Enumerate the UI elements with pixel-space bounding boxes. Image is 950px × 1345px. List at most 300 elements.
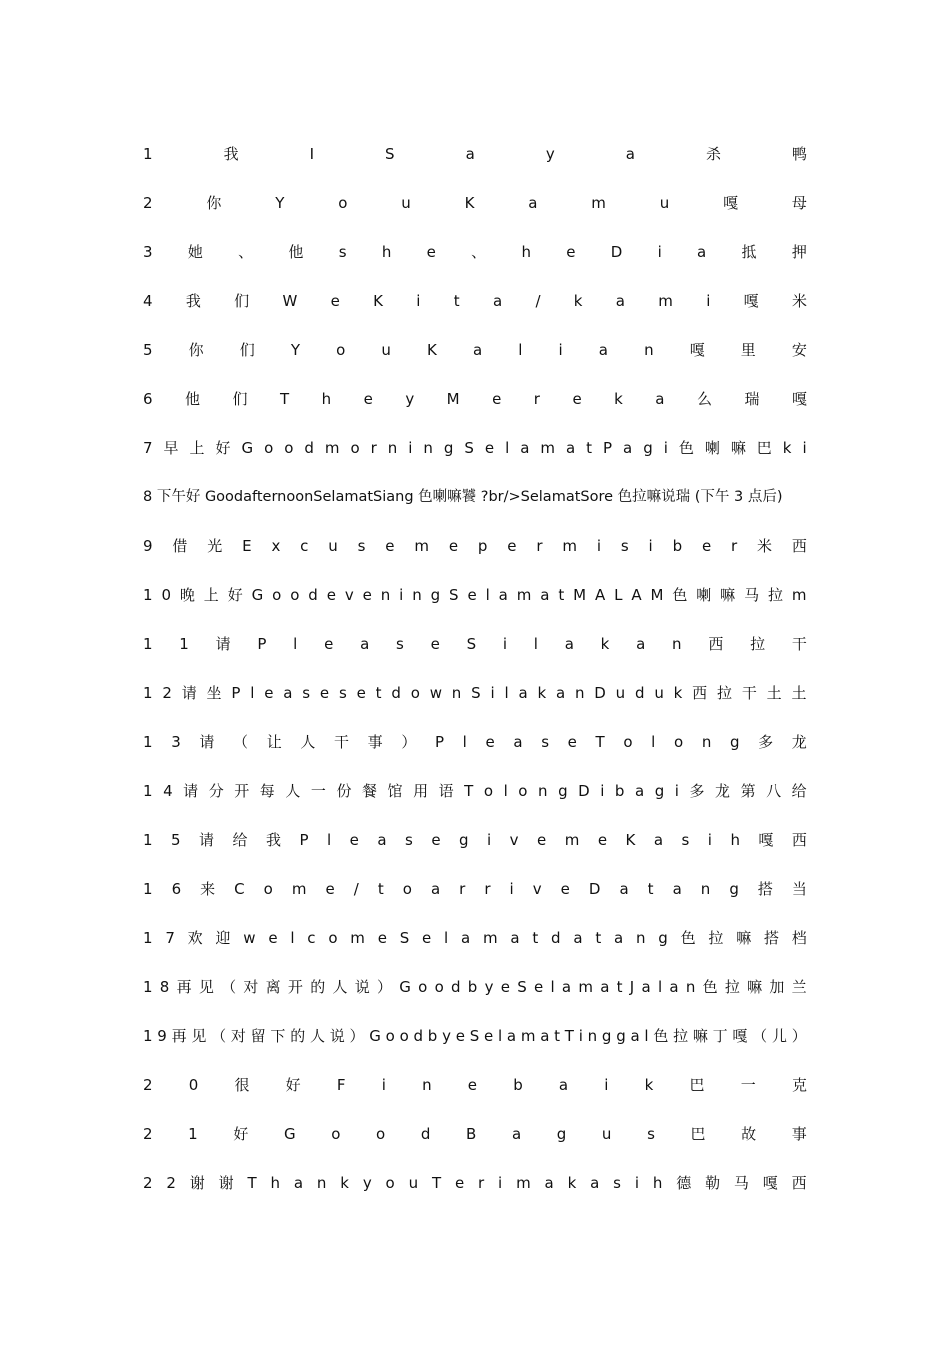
- phrase-token: 米: [791, 292, 807, 310]
- phrase-token: 米: [757, 537, 773, 555]
- phrase-token: e: [507, 537, 517, 555]
- phrase-token: t: [558, 586, 565, 604]
- phrase-token: y: [442, 1027, 451, 1045]
- phrase-token: 5: [171, 831, 181, 849]
- phrase-token: 安: [791, 341, 807, 359]
- phrase-token: e: [572, 390, 582, 408]
- phrase-token: a: [465, 145, 475, 163]
- phrase-token: d: [451, 978, 461, 996]
- phrase-token: 你: [188, 341, 204, 359]
- phrase-token: 坐: [206, 684, 222, 702]
- phrase-token: t: [616, 978, 623, 996]
- phrase-token: 谢: [218, 1174, 234, 1192]
- phrase-token: 说: [329, 1027, 345, 1045]
- phrase-token: m: [516, 1174, 531, 1192]
- phrase-token: d: [635, 684, 645, 702]
- phrase-token: r: [484, 880, 491, 898]
- phrase-token: i: [802, 439, 807, 457]
- phrase-token: e: [326, 586, 336, 604]
- phrase-token: m: [791, 586, 807, 604]
- phrase-token: i: [600, 782, 605, 800]
- phrase-token: e: [268, 929, 278, 947]
- phrase-token: 故: [741, 1125, 757, 1143]
- phrase-token: M: [446, 390, 460, 408]
- phrase-token: P: [434, 733, 445, 751]
- phrase-token: G: [251, 586, 264, 604]
- phrase-token: i: [558, 341, 563, 359]
- phrase-token: M: [650, 586, 664, 604]
- phrase-token: o: [410, 684, 420, 702]
- phrase-token: T: [564, 1027, 574, 1045]
- phrase-token: 马: [744, 586, 760, 604]
- phrase-token: c: [307, 929, 316, 947]
- phrase-token: 搭: [763, 929, 779, 947]
- phrase-token: 巴: [689, 1076, 705, 1094]
- phrase-token: 巴: [756, 439, 772, 457]
- phrase-token: a: [653, 831, 664, 849]
- phrase-token: 杀: [705, 145, 721, 163]
- phrase-token: T: [595, 733, 605, 751]
- phrase-token: e: [319, 684, 330, 702]
- phrase-token: 巴: [690, 1125, 706, 1143]
- phrase-token: 色: [702, 978, 718, 996]
- phrase-token: o: [264, 439, 274, 457]
- phrase-token: i: [634, 1174, 639, 1192]
- phrase-token: W: [282, 292, 298, 310]
- phrase-token: e: [455, 1027, 465, 1045]
- phrase-token: 说: [354, 978, 370, 996]
- phrase-token: o: [336, 341, 346, 359]
- phrase-token: n: [387, 439, 398, 457]
- phrase-token: 4: [163, 782, 173, 800]
- phrase-token: r: [370, 439, 377, 457]
- phrase-token: e: [492, 390, 502, 408]
- phrase-token: 西: [791, 1174, 807, 1192]
- phrase-token: m: [591, 194, 606, 212]
- phrase-line: [143, 339, 807, 388]
- phrase-token: a: [498, 586, 508, 604]
- phrase-token: n: [423, 439, 433, 457]
- phrase-list: [143, 143, 807, 1221]
- phrase-token: o: [284, 439, 294, 457]
- phrase-token: o: [376, 1125, 386, 1143]
- phrase-token: s: [681, 831, 690, 849]
- phrase-token: e: [454, 1174, 465, 1192]
- phrase-token: l: [290, 929, 295, 947]
- phrase-token: e: [363, 390, 373, 408]
- phrase-token: a: [623, 439, 633, 457]
- phrase-token: a: [518, 684, 528, 702]
- phrase-line: [143, 682, 807, 731]
- phrase-token: e: [597, 831, 608, 849]
- phrase-token: t: [377, 880, 384, 898]
- phrase-token: 儿: [771, 1027, 787, 1045]
- phrase-token: e: [467, 586, 477, 604]
- phrase-token: h: [730, 831, 740, 849]
- phrase-token: 拉: [724, 978, 740, 996]
- phrase-token: /: [535, 292, 541, 310]
- phrase-token: l: [644, 1027, 649, 1045]
- phrase-token: l: [485, 586, 490, 604]
- phrase-token: g: [459, 831, 469, 849]
- phrase-token: e: [356, 684, 366, 702]
- phrase-token: e: [325, 880, 335, 898]
- phrase-token: c: [300, 537, 309, 555]
- phrase-token: i: [381, 1076, 386, 1094]
- phrase-token: 色: [678, 439, 694, 457]
- phrase-token: 0: [161, 586, 171, 604]
- phrase-token: P: [299, 831, 309, 849]
- phrase-token: T: [247, 1174, 257, 1192]
- phrase-token: 押: [791, 243, 807, 261]
- phrase-token: 4: [143, 292, 153, 310]
- phrase-token: t: [595, 929, 602, 947]
- phrase-token: 请: [183, 782, 199, 800]
- phrase-token: i: [706, 292, 711, 310]
- phrase-token: A: [631, 586, 642, 604]
- phrase-token: h: [521, 243, 531, 261]
- phrase-token: 龙: [715, 782, 731, 800]
- phrase-token: o: [518, 782, 528, 800]
- phrase-token: 见: [198, 978, 214, 996]
- phrase-token: 当: [791, 880, 807, 898]
- phrase-token: l: [293, 635, 298, 653]
- phrase-token: n: [644, 341, 654, 359]
- phrase-token: s: [396, 635, 404, 653]
- phrase-token: 瑞: [744, 390, 760, 408]
- phrase-token: e: [426, 243, 436, 261]
- phrase-token: 加: [769, 978, 785, 996]
- phrase-token: P: [257, 635, 267, 653]
- phrase-token: 欢: [187, 929, 203, 947]
- phrase-token: a: [697, 243, 707, 261]
- phrase-token: D: [578, 782, 590, 800]
- phrase-token: w: [243, 929, 256, 947]
- phrase-token: （: [752, 1027, 768, 1045]
- phrase-token: 再: [171, 1027, 187, 1045]
- phrase-token: D: [594, 684, 606, 702]
- phrase-token: S: [517, 978, 527, 996]
- phrase-token: m: [564, 831, 580, 849]
- phrase-token: 迎: [215, 929, 231, 947]
- phrase-token: 好: [227, 586, 243, 604]
- phrase-token: 多: [689, 782, 705, 800]
- phrase-token: s: [620, 537, 629, 555]
- phrase-token: A: [594, 586, 606, 604]
- phrase-token: v: [344, 586, 354, 604]
- phrase-token: 1: [143, 733, 153, 751]
- phrase-token: o: [272, 586, 282, 604]
- phrase-token: d: [304, 439, 314, 457]
- phrase-line: [143, 633, 807, 682]
- phrase-token: m: [350, 929, 365, 947]
- phrase-token: 色: [653, 1027, 669, 1045]
- phrase-token: e: [349, 831, 359, 849]
- phrase-token: 嘛: [692, 1027, 708, 1045]
- phrase-token: e: [483, 1027, 494, 1045]
- phrase-token: e: [324, 635, 334, 653]
- phrase-token: d: [391, 684, 401, 702]
- phrase-token: 好: [215, 439, 231, 457]
- phrase-token: i: [604, 1076, 609, 1094]
- phrase-token: t: [453, 292, 460, 310]
- phrase-line: [143, 1123, 807, 1172]
- phrase-token: e: [566, 243, 576, 261]
- phrase-token: a: [520, 439, 530, 457]
- phrase-token: 借: [172, 537, 188, 555]
- phrase-token: o: [263, 880, 273, 898]
- phrase-token: 1: [179, 635, 189, 653]
- phrase-token: l: [497, 1027, 503, 1045]
- phrase-token: 嘎: [723, 194, 739, 212]
- phrase-token: m: [658, 292, 673, 310]
- phrase-token: 2: [143, 1076, 153, 1094]
- phrase-token: 语: [438, 782, 454, 800]
- phrase-token: a: [630, 1027, 640, 1045]
- phrase-token: 的: [290, 1027, 306, 1045]
- phrase-token: a: [540, 1027, 550, 1045]
- phrase-token: m: [516, 586, 532, 604]
- phrase-token: i: [502, 635, 508, 653]
- phrase-token: a: [672, 880, 682, 898]
- phrase-token: a: [360, 635, 370, 653]
- phrase-token: u: [401, 194, 411, 212]
- phrase-token: i: [578, 1027, 583, 1045]
- phrase-token: m: [324, 439, 340, 457]
- phrase-token: g: [558, 782, 568, 800]
- phrase-token: s: [405, 831, 413, 849]
- phrase-token: ）: [401, 733, 417, 751]
- phrase-token: 勒: [705, 1174, 721, 1192]
- phrase-token: 7: [143, 439, 153, 457]
- phrase-token: g: [601, 1027, 612, 1045]
- phrase-token: F: [336, 1076, 346, 1094]
- phrase-token: s: [613, 1174, 621, 1192]
- phrase-token: n: [635, 929, 646, 947]
- phrase-token: e: [567, 733, 577, 751]
- phrase-token: S: [464, 439, 474, 457]
- phrase-token: x: [271, 537, 281, 555]
- phrase-token: 事: [791, 1125, 807, 1143]
- phrase-token: 西: [708, 635, 724, 653]
- phrase-token: o: [673, 733, 684, 751]
- phrase-token: 上: [189, 439, 205, 457]
- phrase-line: [143, 388, 807, 437]
- phrase-token: u: [601, 1125, 612, 1143]
- phrase-token: r: [459, 880, 466, 898]
- phrase-token: g: [556, 1125, 567, 1143]
- phrase-token: 9: [157, 1027, 167, 1045]
- phrase-token: D: [610, 243, 623, 261]
- phrase-token: b: [427, 1027, 438, 1045]
- phrase-token: 鸭: [791, 145, 807, 163]
- phrase-token: o: [434, 978, 444, 996]
- phrase-token: G: [369, 1027, 381, 1045]
- phrase-token: g: [729, 880, 739, 898]
- phrase-token: s: [302, 684, 311, 702]
- phrase-token: g: [443, 439, 454, 457]
- phrase-token: l: [503, 782, 508, 800]
- phrase-token: 你: [206, 194, 222, 212]
- phrase-token: 1: [143, 635, 153, 653]
- phrase-token: a: [600, 978, 610, 996]
- phrase-token: 龙: [791, 733, 807, 751]
- phrase-token: 1: [143, 145, 153, 163]
- phrase-line: [143, 1025, 807, 1074]
- phrase-token: e: [484, 439, 495, 457]
- phrase-token: 土: [791, 684, 807, 702]
- phrase-token: 1: [143, 929, 153, 947]
- phrase-token: i: [707, 831, 712, 849]
- phrase-token: 人: [285, 782, 301, 800]
- phrase-token: 西: [791, 831, 807, 849]
- phrase-line: [143, 976, 807, 1025]
- phrase-token: o: [385, 1027, 395, 1045]
- phrase-token: g: [658, 929, 668, 947]
- phrase-token: 请: [215, 635, 231, 653]
- phrase-token: e: [430, 635, 440, 653]
- phrase-token: r: [533, 390, 540, 408]
- phrase-token: 干: [741, 684, 757, 702]
- phrase-token: 留: [250, 1027, 266, 1045]
- phrase-token: k: [600, 635, 610, 653]
- phrase-token: 么: [696, 390, 712, 408]
- phrase-token: G: [283, 1125, 296, 1143]
- phrase-token: 2: [162, 684, 172, 702]
- phrase-token: o: [418, 978, 428, 996]
- phrase-token: K: [373, 292, 383, 310]
- phrase-token: 们: [239, 341, 255, 359]
- phrase-token: 2: [143, 194, 153, 212]
- phrase-token: o: [350, 439, 360, 457]
- phrase-token: k: [614, 390, 623, 408]
- phrase-token: 2: [143, 1125, 153, 1143]
- phrase-token: b: [513, 1076, 523, 1094]
- phrase-token: n: [700, 880, 711, 898]
- phrase-token: 西: [692, 684, 708, 702]
- phrase-token: 西: [791, 537, 807, 555]
- phrase-token: a: [564, 635, 574, 653]
- phrase-token: 人: [309, 1027, 325, 1045]
- phrase-token: 7: [165, 929, 175, 947]
- phrase-token: 很: [234, 1076, 250, 1094]
- phrase-token: 来: [200, 880, 216, 898]
- phrase-token: 给: [791, 782, 807, 800]
- phrase-line: [143, 731, 807, 780]
- phrase-token: 拉: [717, 684, 733, 702]
- phrase-token: 1: [143, 978, 153, 996]
- phrase-token: o: [385, 1174, 395, 1192]
- phrase-token: 嘛: [720, 586, 736, 604]
- phrase-token: a: [430, 880, 441, 898]
- phrase-token: l: [533, 635, 538, 653]
- phrase-token: a: [506, 1027, 517, 1045]
- phrase-token: 、: [238, 243, 254, 261]
- phrase-token: 谢: [189, 1174, 205, 1192]
- phrase-token: m: [414, 537, 429, 555]
- phrase-token: 丁: [712, 1027, 728, 1045]
- phrase-token: u: [615, 684, 626, 702]
- phrase-token: 色: [672, 586, 688, 604]
- phrase-token: e: [500, 978, 510, 996]
- phrase-token: 干: [791, 635, 807, 653]
- phrase-token: a: [511, 1125, 522, 1143]
- phrase-token: 3: [171, 733, 181, 751]
- phrase-token: 干: [334, 733, 350, 751]
- phrase-token: 事: [367, 733, 383, 751]
- phrase-token: l: [518, 341, 523, 359]
- phrase-token: 8: [159, 978, 170, 996]
- phrase-token: w: [429, 684, 442, 702]
- phrase-token: e: [362, 586, 372, 604]
- phrase-token: 一: [310, 782, 326, 800]
- phrase-token: 人: [300, 733, 316, 751]
- phrase-token: d: [551, 929, 561, 947]
- phrase-token: m: [291, 880, 307, 898]
- phrase-token: i: [498, 1174, 503, 1192]
- phrase-token: k: [537, 684, 547, 702]
- phrase-token: 搭: [757, 880, 773, 898]
- phrase-token: i: [648, 537, 653, 555]
- phrase-token: k: [340, 1174, 349, 1192]
- phrase-token: s: [647, 1125, 655, 1143]
- phrase-token: n: [587, 1027, 598, 1045]
- phrase-token: r: [731, 537, 738, 555]
- phrase-token: 6: [171, 880, 182, 898]
- phrase-token: 下: [270, 1027, 286, 1045]
- phrase-token: k: [673, 684, 683, 702]
- phrase-token: u: [328, 537, 338, 555]
- phrase-token: 兰: [791, 978, 807, 996]
- phrase-token: l: [651, 733, 656, 751]
- phrase-token: n: [672, 635, 682, 653]
- phrase-token: C: [234, 880, 245, 898]
- phrase-token: i: [674, 782, 679, 800]
- phrase-line: [143, 1172, 807, 1221]
- phrase-token: 他: [185, 390, 201, 408]
- phrase-token: 6: [143, 390, 153, 408]
- phrase-token: a: [540, 586, 550, 604]
- phrase-token: m: [540, 439, 556, 457]
- phrase-token: 开: [234, 782, 250, 800]
- phrase-token: 嘎: [689, 341, 705, 359]
- phrase-token: e: [467, 1076, 477, 1094]
- phrase-token: a: [669, 978, 679, 996]
- phrase-token: 母: [791, 194, 807, 212]
- phrase-token: 我: [223, 145, 239, 163]
- phrase-token: d: [420, 1125, 431, 1143]
- phrase-token: l: [657, 978, 663, 996]
- phrase-token: a: [625, 145, 635, 163]
- phrase-token: K: [464, 194, 475, 212]
- phrase-token: p: [477, 537, 488, 555]
- phrase-token: 每: [259, 782, 275, 800]
- phrase-token: 让: [266, 733, 282, 751]
- phrase-token: i: [596, 537, 602, 555]
- phrase-token: i: [399, 586, 404, 604]
- phrase-token: a: [544, 1174, 554, 1192]
- phrase-token: e: [701, 537, 712, 555]
- phrase-token: y: [362, 1174, 372, 1192]
- phrase-token: u: [659, 194, 670, 212]
- phrase-token: 一: [740, 1076, 756, 1094]
- phrase-token: s: [338, 684, 347, 702]
- phrase-line: [143, 241, 807, 290]
- phrase-token: h: [321, 390, 332, 408]
- phrase-token: n: [538, 782, 548, 800]
- phrase-token: 喇: [704, 439, 720, 457]
- phrase-token: l: [505, 439, 510, 457]
